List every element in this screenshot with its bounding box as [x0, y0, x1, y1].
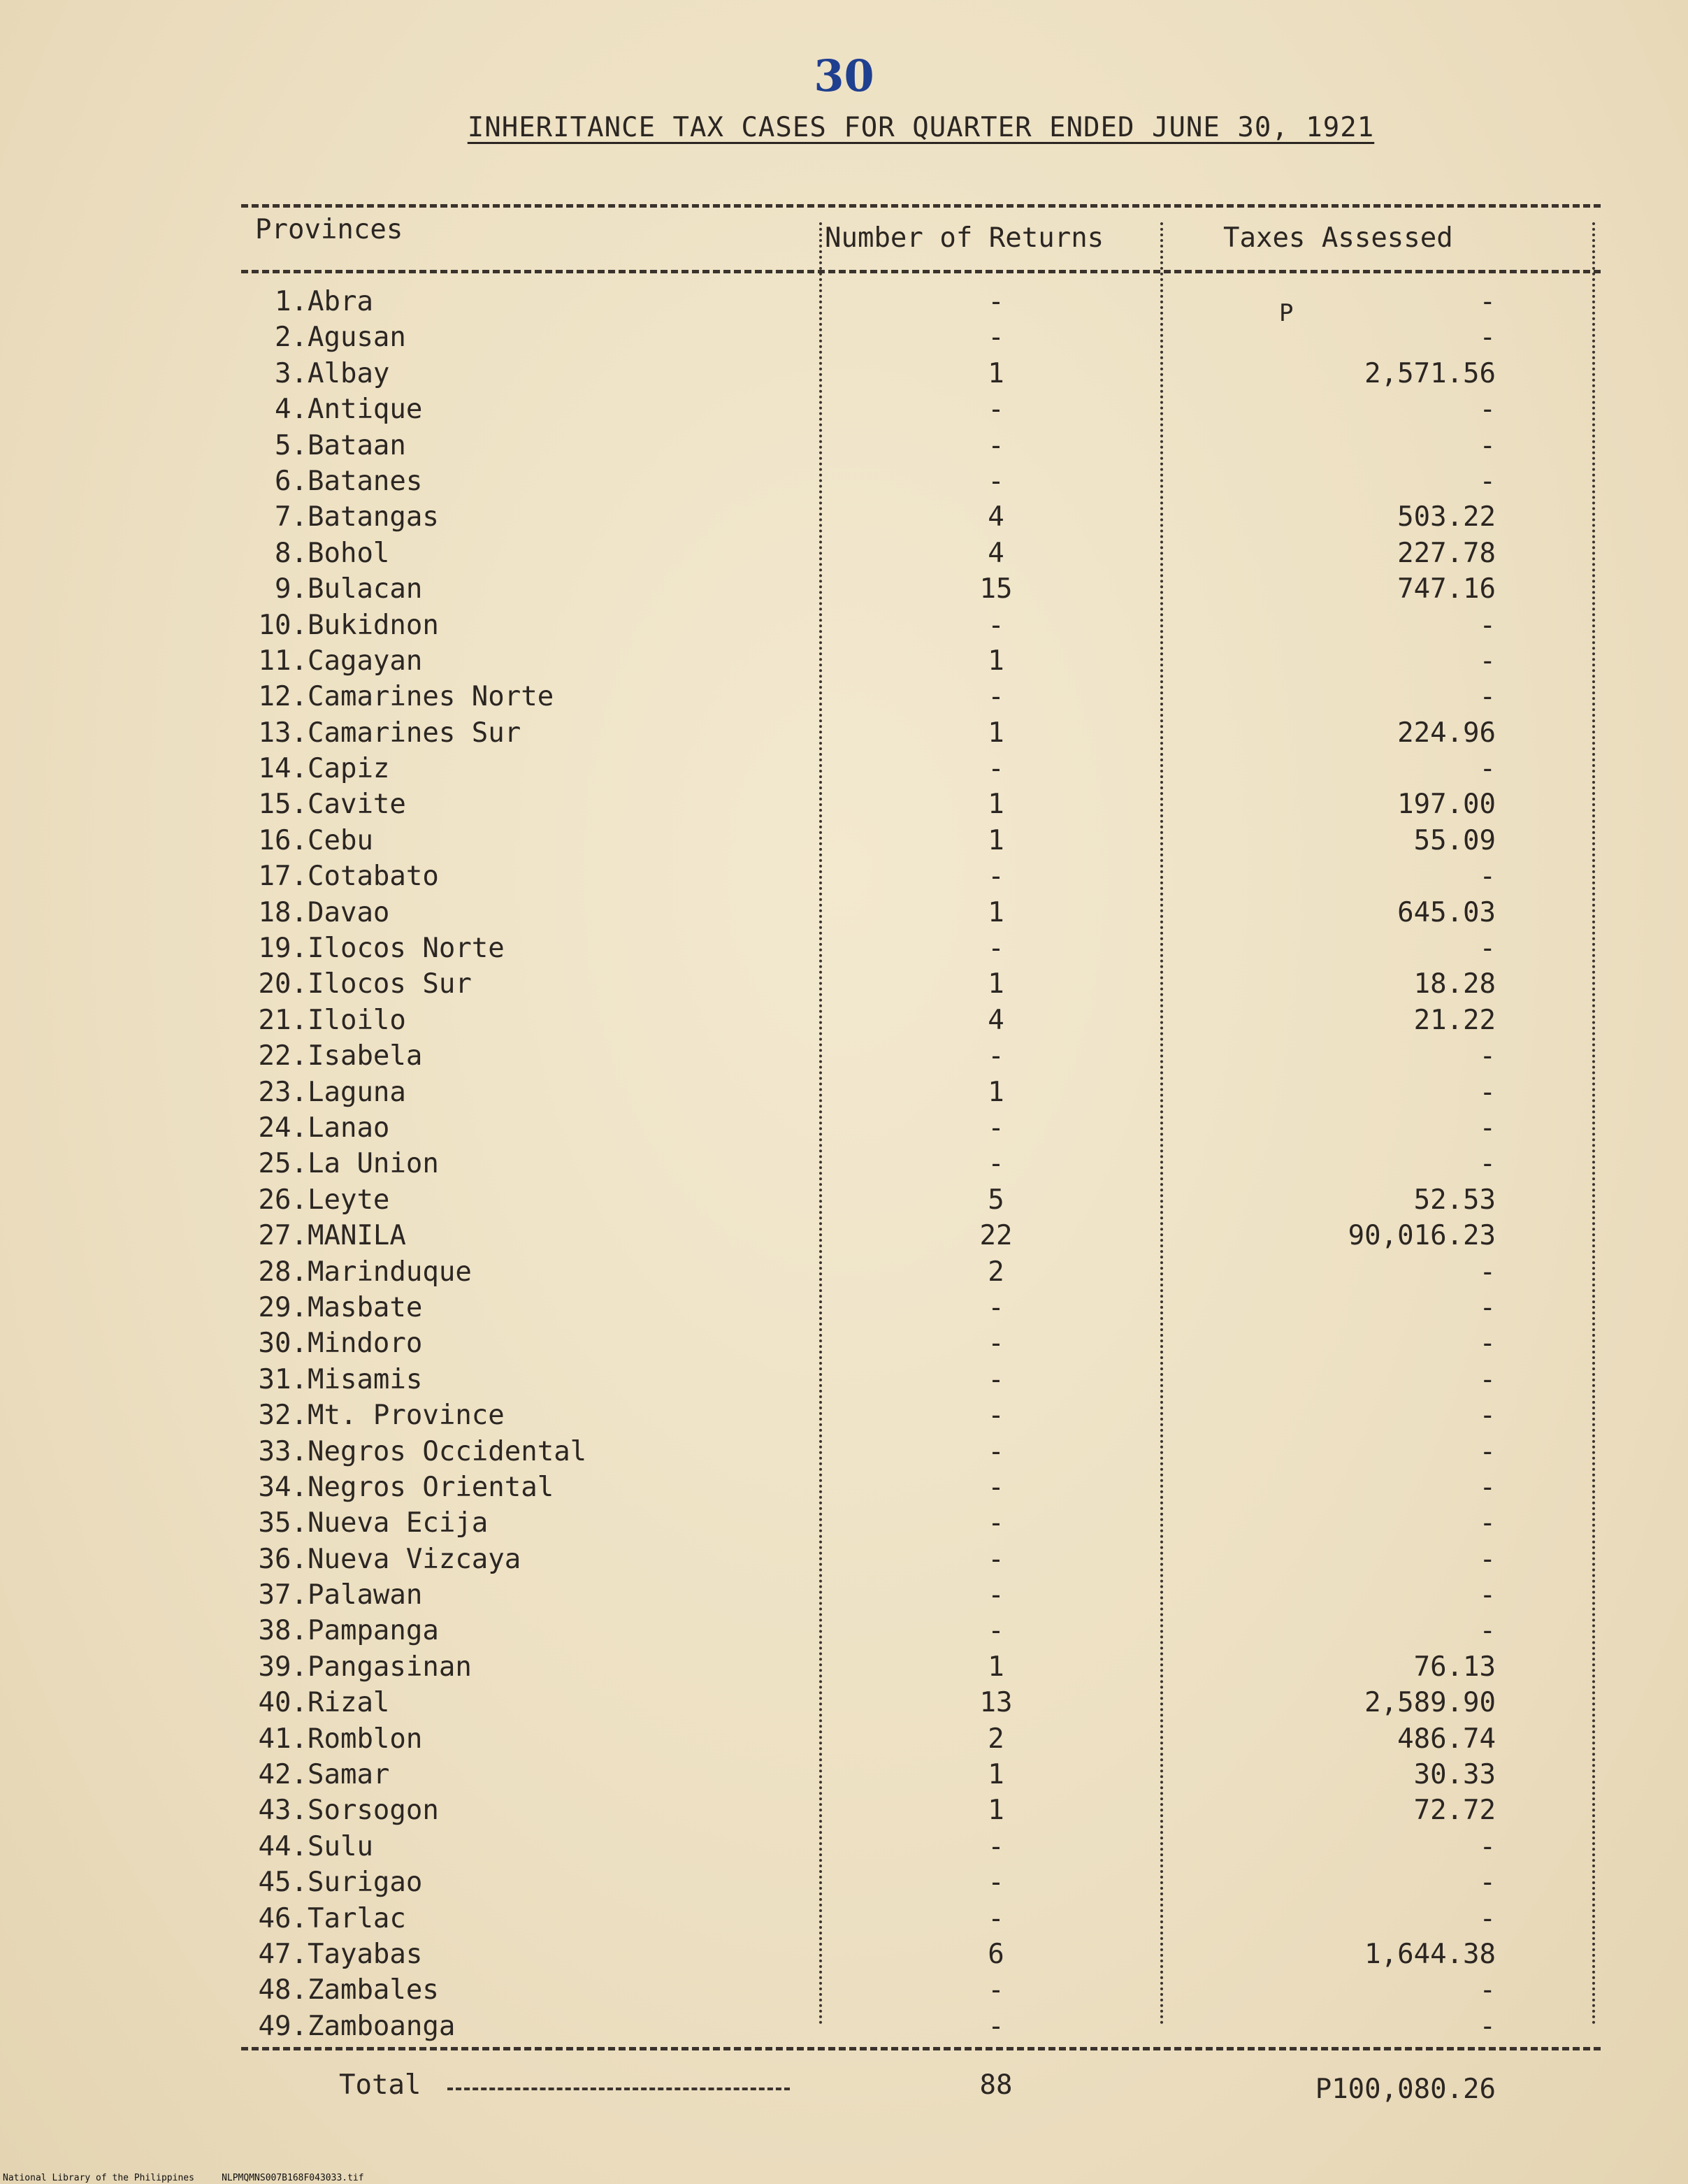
province-name: Camarines Norte: [308, 681, 554, 713]
table-row: [0, 1721, 1688, 1757]
province-name: Negros Oriental: [308, 1471, 554, 1503]
table-row: [0, 1542, 1688, 1577]
returns-count: -: [988, 753, 1004, 785]
taxes-assessed: -: [1479, 609, 1496, 641]
header-number-of-returns: Number of Returns: [825, 222, 1104, 254]
province-name: La Union: [308, 1148, 439, 1180]
total-label: Total: [339, 2069, 421, 2101]
table-row: [0, 1003, 1688, 1038]
table-row: [0, 1937, 1688, 1972]
returns-count: 2: [988, 1256, 1004, 1288]
province-name: Agusan: [308, 322, 406, 354]
table-row: [0, 391, 1688, 427]
province-name: Pampanga: [308, 1615, 439, 1647]
province-name: Bohol: [308, 537, 390, 569]
province-name: Tayabas: [308, 1938, 423, 1970]
row-number: 22.: [258, 1040, 308, 1072]
row-number: 39.: [258, 1651, 308, 1683]
returns-count: -: [988, 322, 1004, 354]
table-row: [0, 966, 1688, 1002]
province-name: Negros Occidental: [308, 1435, 587, 1467]
row-number: 19.: [258, 933, 308, 965]
province-name: Sulu: [308, 1830, 373, 1862]
taxes-assessed: 76.13: [1413, 1651, 1496, 1683]
province-name: Iloilo: [308, 1004, 406, 1036]
total-returns: 88: [979, 2069, 1013, 2101]
row-number: 29.: [258, 1291, 308, 1323]
province-name: Abra: [308, 286, 373, 317]
table-row: [0, 895, 1688, 931]
returns-count: -: [988, 286, 1004, 317]
taxes-assessed: -: [1479, 1040, 1496, 1072]
taxes-assessed: -: [1479, 933, 1496, 965]
table-row: [0, 1577, 1688, 1613]
returns-count: -: [988, 1615, 1004, 1647]
row-number: 2.: [275, 322, 308, 354]
table-row: [0, 1398, 1688, 1433]
returns-count: -: [988, 609, 1004, 641]
province-name: Batangas: [308, 501, 439, 533]
table-row: [0, 643, 1688, 679]
province-name: Mt. Province: [308, 1400, 505, 1432]
returns-count: 5: [988, 1184, 1004, 1216]
taxes-assessed: -: [1479, 861, 1496, 893]
row-number: 33.: [258, 1435, 308, 1467]
taxes-assessed: -: [1479, 1112, 1496, 1144]
row-number: 13.: [258, 717, 308, 749]
province-name: Tarlac: [308, 1902, 406, 1934]
footer-caption: [3, 2173, 364, 2183]
returns-count: 1: [988, 645, 1004, 677]
province-name: Palawan: [308, 1579, 423, 1611]
currency-mark: P: [1279, 299, 1294, 327]
header-taxes-assessed: Taxes Assessed: [1223, 222, 1453, 254]
taxes-assessed: -: [1479, 394, 1496, 426]
province-name: Sorsogon: [308, 1795, 439, 1827]
returns-count: -: [988, 1040, 1004, 1072]
row-number: 4.: [275, 394, 308, 426]
taxes-assessed: 227.78: [1397, 537, 1496, 569]
province-name: Capiz: [308, 753, 390, 785]
table-row: [0, 284, 1688, 319]
taxes-assessed: 645.03: [1397, 896, 1496, 928]
table-row: [0, 1685, 1688, 1720]
taxes-assessed: -: [1479, 1076, 1496, 1108]
footer-file: NLPMQMNS007B168F043033.tif: [222, 2173, 364, 2183]
table-row: [0, 1146, 1688, 1181]
table-row: [0, 1649, 1688, 1685]
province-name: Bukidnon: [308, 609, 439, 641]
taxes-assessed: 503.22: [1397, 501, 1496, 533]
returns-count: 2: [988, 1723, 1004, 1755]
returns-count: -: [988, 1148, 1004, 1180]
returns-count: 4: [988, 537, 1004, 569]
taxes-assessed: -: [1479, 1974, 1496, 2006]
province-name: Camarines Sur: [308, 717, 521, 749]
taxes-assessed: 52.53: [1413, 1184, 1496, 1216]
province-name: Marinduque: [308, 1256, 472, 1288]
province-name: MANILA: [308, 1220, 406, 1252]
row-number: 30.: [258, 1328, 308, 1360]
table-row: [0, 536, 1688, 571]
taxes-assessed: -: [1479, 429, 1496, 461]
row-number: 15.: [258, 789, 308, 821]
province-name: Ilocos Sur: [308, 968, 472, 1000]
returns-count: -: [988, 933, 1004, 965]
row-number: 31.: [258, 1363, 308, 1395]
province-name: Cebu: [308, 824, 373, 856]
province-name: Samar: [308, 1759, 390, 1791]
taxes-assessed: -: [1479, 286, 1496, 317]
table-row: [0, 2009, 1688, 2044]
returns-count: 1: [988, 1651, 1004, 1683]
province-name: Nueva Ecija: [308, 1507, 489, 1539]
province-name: Lanao: [308, 1112, 390, 1144]
table-row: [0, 428, 1688, 464]
taxes-assessed: -: [1479, 1148, 1496, 1180]
returns-count: 13: [979, 1687, 1013, 1719]
returns-count: -: [988, 1507, 1004, 1539]
row-number: 46.: [258, 1902, 308, 1934]
table-row: [0, 786, 1688, 822]
taxes-assessed: 486.74: [1397, 1723, 1496, 1755]
taxes-assessed: 90,016.23: [1348, 1220, 1496, 1252]
row-number: 38.: [258, 1615, 308, 1647]
taxes-assessed: 18.28: [1413, 968, 1496, 1000]
returns-count: -: [988, 1112, 1004, 1144]
row-number: 47.: [258, 1938, 308, 1970]
province-name: Bulacan: [308, 573, 423, 605]
returns-count: 4: [988, 1004, 1004, 1036]
row-number: 1.: [275, 286, 308, 317]
table-row: [0, 1362, 1688, 1398]
table-row: [0, 931, 1688, 966]
header-provinces: Provinces: [255, 214, 403, 245]
table-row: [0, 1613, 1688, 1648]
returns-count: -: [988, 861, 1004, 893]
province-name: Batanes: [308, 465, 423, 497]
returns-count: -: [988, 1867, 1004, 1899]
table-row: [0, 1038, 1688, 1074]
returns-count: -: [988, 1435, 1004, 1467]
row-number: 9.: [275, 573, 308, 605]
returns-count: -: [988, 1400, 1004, 1432]
table-row: [0, 1793, 1688, 1828]
province-name: Antique: [308, 394, 423, 426]
returns-count: 4: [988, 501, 1004, 533]
taxes-assessed: -: [1479, 1507, 1496, 1539]
returns-count: -: [988, 1363, 1004, 1395]
taxes-assessed: -: [1479, 2010, 1496, 2042]
province-name: Romblon: [308, 1723, 423, 1755]
row-number: 26.: [258, 1184, 308, 1216]
table-top-rule: [241, 204, 1601, 208]
table-row: [0, 608, 1688, 643]
returns-count: 22: [979, 1220, 1013, 1252]
row-number: 36.: [258, 1543, 308, 1575]
total-leader-dashes: [447, 2088, 790, 2090]
returns-count: -: [988, 394, 1004, 426]
taxes-assessed: 30.33: [1413, 1759, 1496, 1791]
province-rows: [0, 284, 1688, 2044]
table-row: [0, 1470, 1688, 1505]
taxes-assessed: 72.72: [1413, 1795, 1496, 1827]
table-row: [0, 1757, 1688, 1793]
taxes-assessed: -: [1479, 1256, 1496, 1288]
returns-count: 1: [988, 896, 1004, 928]
row-number: 41.: [258, 1723, 308, 1755]
taxes-assessed: -: [1479, 1291, 1496, 1323]
taxes-assessed: 55.09: [1413, 824, 1496, 856]
taxes-assessed: 2,571.56: [1364, 357, 1496, 389]
row-number: 16.: [258, 824, 308, 856]
province-name: Masbate: [308, 1291, 423, 1323]
taxes-assessed: 1,644.38: [1364, 1938, 1496, 1970]
row-number: 27.: [258, 1220, 308, 1252]
table-row: [0, 499, 1688, 535]
taxes-assessed: -: [1479, 1435, 1496, 1467]
taxes-assessed: -: [1479, 1902, 1496, 1934]
document-title-text: INHERITANCE TAX CASES FOR QUARTER ENDED JUNE 30, 1921: [467, 112, 1375, 143]
row-number: 32.: [258, 1400, 308, 1432]
taxes-assessed: -: [1479, 1400, 1496, 1432]
row-number: 6.: [275, 465, 308, 497]
taxes-assessed: -: [1479, 1830, 1496, 1862]
returns-count: -: [988, 1543, 1004, 1575]
row-number: 21.: [258, 1004, 308, 1036]
row-number: 18.: [258, 896, 308, 928]
returns-count: -: [988, 1579, 1004, 1611]
returns-count: 6: [988, 1938, 1004, 1970]
returns-count: 1: [988, 968, 1004, 1000]
taxes-assessed: -: [1479, 1363, 1496, 1395]
returns-count: -: [988, 1830, 1004, 1862]
row-number: 10.: [258, 609, 308, 641]
province-name: Albay: [308, 357, 390, 389]
row-number: 3.: [275, 357, 308, 389]
row-number: 40.: [258, 1687, 308, 1719]
returns-count: 1: [988, 824, 1004, 856]
table-row: [0, 571, 1688, 607]
taxes-assessed: -: [1479, 465, 1496, 497]
table-row: [0, 823, 1688, 858]
returns-count: 1: [988, 1795, 1004, 1827]
province-name: Isabela: [308, 1040, 423, 1072]
table-row: [0, 1505, 1688, 1541]
table-row: [0, 1326, 1688, 1361]
row-number: 24.: [258, 1112, 308, 1144]
returns-count: 1: [988, 1076, 1004, 1108]
table-row: [0, 1829, 1688, 1865]
returns-count: 15: [979, 573, 1013, 605]
returns-count: -: [988, 1974, 1004, 2006]
taxes-assessed: -: [1479, 1867, 1496, 1899]
returns-count: 1: [988, 789, 1004, 821]
taxes-assessed: -: [1479, 681, 1496, 713]
province-name: Nueva Vizcaya: [308, 1543, 521, 1575]
row-number: 35.: [258, 1507, 308, 1539]
table-row: [0, 1110, 1688, 1146]
returns-count: -: [988, 1471, 1004, 1503]
row-number: 49.: [258, 2010, 308, 2042]
province-name: Davao: [308, 896, 390, 928]
header-bottom-rule: [241, 270, 1601, 273]
returns-count: -: [988, 465, 1004, 497]
row-number: 20.: [258, 968, 308, 1000]
row-number: 42.: [258, 1759, 308, 1791]
province-name: Rizal: [308, 1687, 390, 1719]
taxes-assessed: 747.16: [1397, 573, 1496, 605]
table-row: [0, 751, 1688, 786]
province-name: Mindoro: [308, 1328, 423, 1360]
province-name: Cotabato: [308, 861, 439, 893]
table-row: [0, 679, 1688, 714]
province-name: Cavite: [308, 789, 406, 821]
row-number: 17.: [258, 861, 308, 893]
row-number: 23.: [258, 1076, 308, 1108]
table-row: [0, 1865, 1688, 1900]
returns-count: 1: [988, 717, 1004, 749]
province-name: Cagayan: [308, 645, 423, 677]
taxes-assessed: -: [1479, 1328, 1496, 1360]
taxes-assessed: -: [1479, 1543, 1496, 1575]
table-row: [0, 319, 1688, 355]
returns-count: -: [988, 429, 1004, 461]
taxes-assessed: -: [1479, 645, 1496, 677]
row-number: 7.: [275, 501, 308, 533]
taxes-assessed: -: [1479, 322, 1496, 354]
row-number: 25.: [258, 1148, 308, 1180]
returns-count: -: [988, 1328, 1004, 1360]
row-number: 37.: [258, 1579, 308, 1611]
row-number: 5.: [275, 429, 308, 461]
row-number: 8.: [275, 537, 308, 569]
table-row: [0, 1075, 1688, 1110]
returns-count: -: [988, 681, 1004, 713]
province-name: Bataan: [308, 429, 406, 461]
row-number: 48.: [258, 1974, 308, 2006]
table-row: [0, 858, 1688, 894]
taxes-assessed: 21.22: [1413, 1004, 1496, 1036]
row-number: 28.: [258, 1256, 308, 1288]
taxes-assessed: 197.00: [1397, 789, 1496, 821]
table-row: [0, 464, 1688, 499]
row-number: 43.: [258, 1795, 308, 1827]
returns-count: 1: [988, 357, 1004, 389]
province-name: Laguna: [308, 1076, 406, 1108]
taxes-assessed: -: [1479, 1579, 1496, 1611]
province-name: Misamis: [308, 1363, 423, 1395]
taxes-assessed: -: [1479, 1471, 1496, 1503]
province-name: Leyte: [308, 1184, 390, 1216]
table-row: [0, 1434, 1688, 1470]
returns-count: -: [988, 1291, 1004, 1323]
table-row: [0, 1901, 1688, 1937]
row-number: 45.: [258, 1867, 308, 1899]
taxes-assessed: -: [1479, 753, 1496, 785]
row-number: 12.: [258, 681, 308, 713]
taxes-assessed: 224.96: [1397, 717, 1496, 749]
table-row: [0, 1182, 1688, 1218]
taxes-assessed: -: [1479, 1615, 1496, 1647]
page-number: 30: [814, 50, 874, 101]
footer-library: National Library of the Philippines: [3, 2173, 194, 2183]
table-row: [0, 715, 1688, 751]
total-taxes: P100,080.26: [1315, 2074, 1496, 2105]
returns-count: -: [988, 2010, 1004, 2042]
row-number: 11.: [258, 645, 308, 677]
table-row: [0, 1254, 1688, 1290]
returns-count: 1: [988, 1759, 1004, 1791]
province-name: Zamboanga: [308, 2010, 456, 2042]
table-row: [0, 1972, 1688, 2008]
table-bottom-rule: [241, 2047, 1601, 2050]
province-name: Pangasinan: [308, 1651, 472, 1683]
table-row: [0, 1218, 1688, 1253]
table-row: [0, 356, 1688, 391]
province-name: Surigao: [308, 1867, 423, 1899]
returns-count: -: [988, 1902, 1004, 1934]
document-title: [0, 112, 1688, 143]
row-number: 44.: [258, 1830, 308, 1862]
province-name: Ilocos Norte: [308, 933, 505, 965]
row-number: 14.: [258, 753, 308, 785]
taxes-assessed: 2,589.90: [1364, 1687, 1496, 1719]
table-row: [0, 1290, 1688, 1326]
province-name: Zambales: [308, 1974, 439, 2006]
row-number: 34.: [258, 1471, 308, 1503]
